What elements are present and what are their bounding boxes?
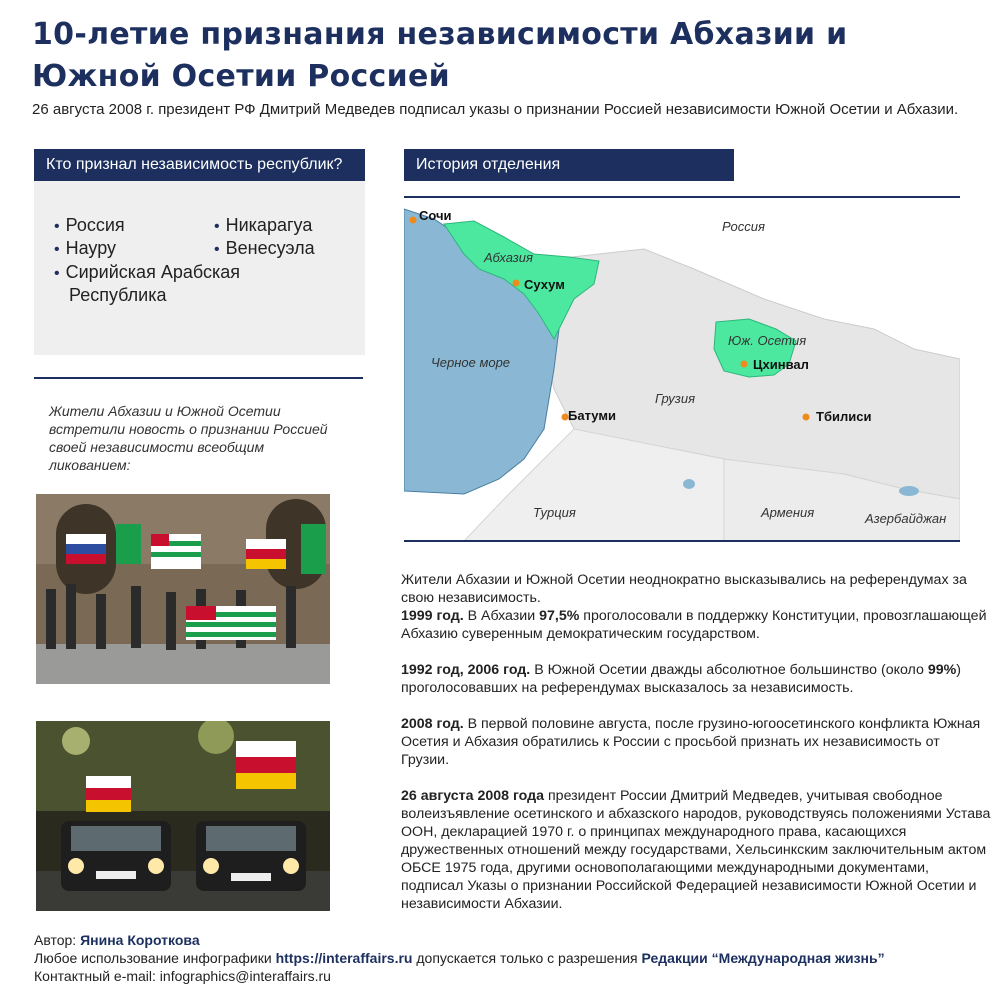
label-black-sea: Черное море (431, 355, 511, 370)
map (404, 199, 960, 541)
footer-url-link[interactable]: https://interaffairs.ru (275, 950, 413, 966)
bullet-icon: • (214, 218, 220, 235)
lake (683, 479, 695, 489)
paragraph-1992: 1992 год, 2006 год. В Южной Осетии дважды абсолютное большинство (около 99%) проголосовавших на референдумах высказалось за независимость. (401, 662, 961, 696)
city-sukhum: Сухум (524, 277, 565, 292)
label-russia: Россия (722, 219, 765, 234)
country-item: • Науру (54, 238, 117, 258)
page-title: 10-летие признания независимости Абхазии и Южной Осетии Россией (32, 17, 848, 94)
map-svg (404, 199, 960, 541)
photo-south-ossetia-celebration (36, 721, 330, 911)
paragraph-intro: Жители Абхазии и Южной Осетии неоднократно высказывались на референдумах за свою независимость. 1999 год. В Абхазии 97,5% проголосовали в поддержку Конституции, провозглашающей Абхазию суверенным демократическим государством. (401, 572, 987, 642)
footer (34, 931, 994, 985)
paragraph-26-august: 26 августа 2008 года президент России Дмитрий Медведев, учитывая свободное волеизъявление осетинского и абхазского народов, руководствуясь положениями Устава ООН, декларацией 1970 г. о принципах международного права, касающихся дружественных отношений между государствами, Хельсинкским заключительным актом ОБСЕ 1975 года, другими основополагающими международными документами, подписал Указы о признании Российской Федерацией независимости Южной Осетии и независимости Абхазии. (401, 788, 991, 912)
city-tskhinval: Цхинвал (753, 357, 809, 372)
country-item: • Россия (54, 215, 125, 235)
label-georgia: Грузия (655, 391, 696, 406)
recognition-box (34, 181, 365, 355)
label-abkhazia: Абхазия (484, 250, 533, 265)
photo-ossetia-illustration (36, 721, 330, 911)
label-azerbaijan: Азербайджан (865, 511, 947, 526)
city-dot (741, 361, 748, 368)
country-item: • Венесуэла (214, 238, 315, 258)
city-batumi: Батуми (568, 408, 616, 423)
label-armenia: Армения (761, 505, 815, 520)
bullet-icon: • (214, 241, 220, 258)
bullet-icon: • (54, 218, 60, 235)
city-dot (410, 217, 417, 224)
photo-abkhazia-illustration (36, 494, 330, 684)
history-heading: История отделения (404, 149, 734, 181)
photo-caption: Жители Абхазии и Южной Осетии встретили новость о признании Россией своей независимости всеобщим ликованием: (49, 403, 328, 473)
photo-abkhazia-celebration (36, 494, 330, 684)
divider (404, 540, 960, 542)
country-item-continued: Республика (69, 285, 167, 305)
footer-author: Автор: Янина Короткова (34, 932, 200, 948)
country-item: • Никарагуа (214, 215, 313, 235)
recognition-heading: Кто признал независимость республик? (34, 149, 365, 181)
paragraph-2008: 2008 год. В первой половине августа, после грузино-югоосетинского конфликта Южная Осетия и Абхазия обратились к России с просьбой признать их независимость от Грузии. (401, 716, 981, 768)
history-text (401, 571, 991, 931)
city-dot (513, 280, 520, 287)
country-item: • Сирийская Арабская (54, 262, 240, 282)
divider (34, 377, 363, 379)
footer-usage: Любое использование инфографики https://interaffairs.ru допускается только с разрешения Редакции “Международная жизнь” (34, 950, 885, 966)
footer-contact[interactable]: Контактный e-mail: infographics@interaffairs.ru (34, 968, 331, 984)
city-dot (803, 414, 810, 421)
page-subtitle: 26 августа 2008 г. президент РФ Дмитрий Медведев подписал указы о признании Россией независимости Южной Осетии и Абхазии. (32, 101, 959, 118)
label-turkey: Турция (533, 505, 576, 520)
bullet-icon: • (54, 265, 60, 282)
divider (404, 196, 960, 198)
label-south-ossetia: Юж. Осетия (728, 333, 807, 348)
lake (899, 486, 919, 496)
bullet-icon: • (54, 241, 60, 258)
city-sochi: Сочи (419, 208, 452, 223)
city-tbilisi: Тбилиси (816, 409, 872, 424)
